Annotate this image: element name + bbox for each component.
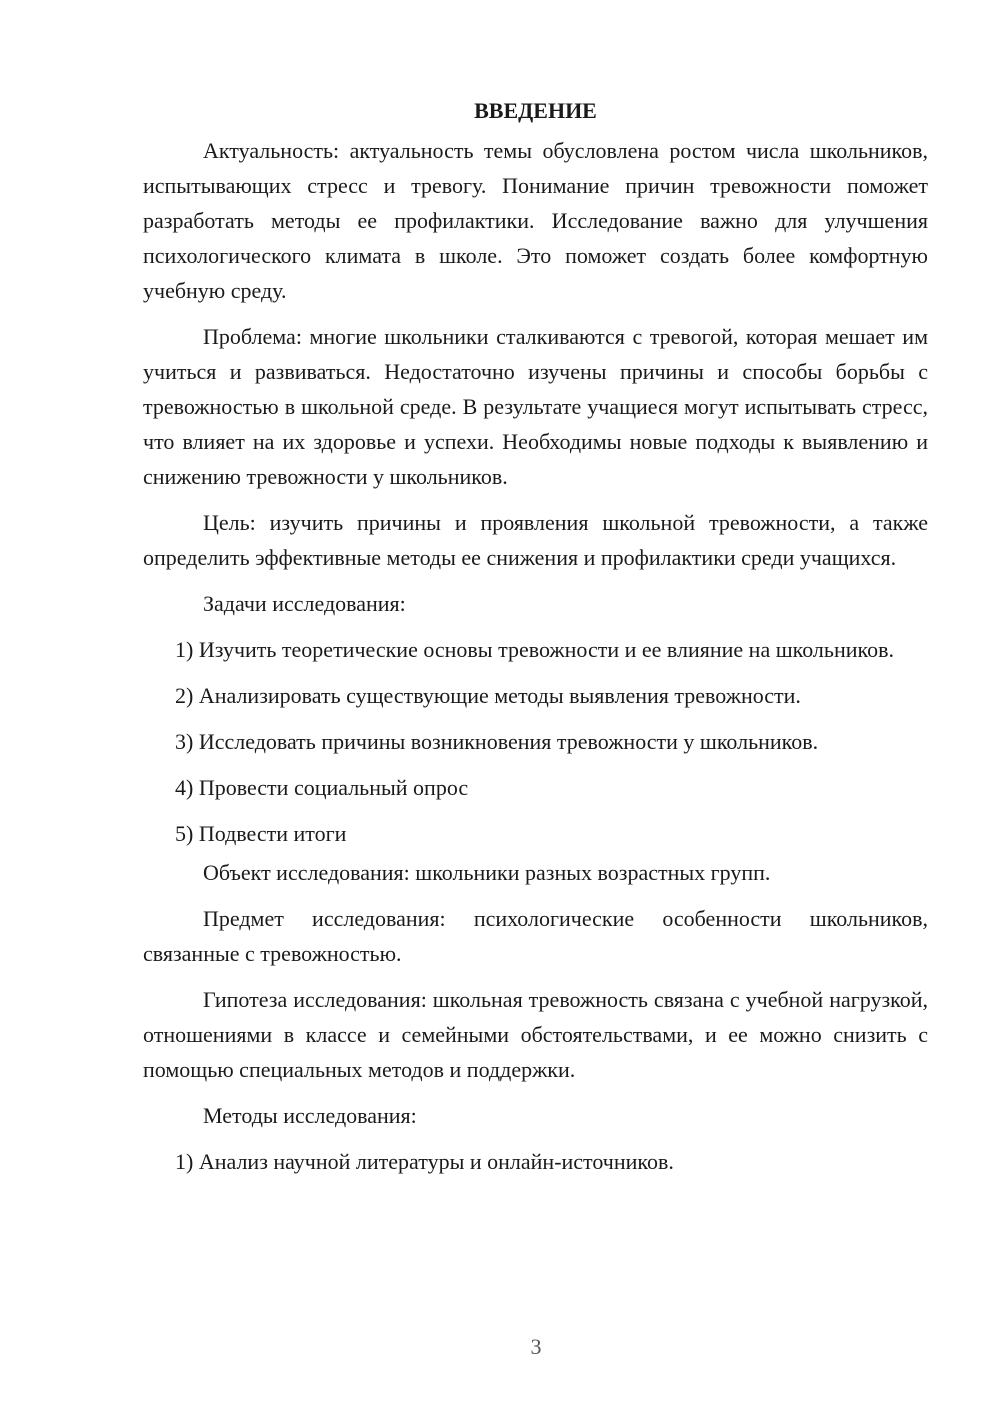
relevance-paragraph: Актуальность: актуальность темы обусловлена ростом числа школьников, испытывающих стресс и тревогу. Понимание причин тревожности поможет разработать методы ее профилактики. Исследование важно для улучшения психологического климата в школе. Это поможет создать более комфортную учебную среду. [143, 138, 928, 303]
method-item: 1) Анализ научной литературы и онлайн-источников. [175, 1149, 674, 1174]
hypothesis-paragraph: Гипотеза исследования: школьная тревожность связана с учебной нагрузкой, отношениями в классе и семейными обстоятельствами, и ее можно снизить с помощью специальных методов и поддержки. [143, 987, 928, 1082]
object-paragraph: Объект исследования: школьники разных возрастных групп. [203, 860, 771, 885]
task-item: 5) Подвести итоги [175, 821, 347, 846]
task-item: 3) Исследовать причины возникновения тревожности у школьников. [175, 729, 819, 754]
problem-paragraph: Проблема: многие школьники сталкиваются с тревогой, которая мешает им учиться и развиваться. Недостаточно изучены причины и способы борьбы с тревожностью в школьной среде. В результате учащиеся могут испытывать стресс, что влияет на их здоровье и успехи. Необходимы новые подходы к выявлению и снижению тревожности у школьников. [143, 324, 928, 489]
subject-paragraph: Предмет исследования: психологические особенности школьников, связанные с тревожностью. [143, 906, 928, 966]
tasks-heading: Задачи исследования: [203, 591, 406, 616]
task-item: 1) Изучить теоретические основы тревожности и ее влияние на школьников. [175, 637, 894, 662]
document-page [143, 96, 928, 1190]
goal-paragraph: Цель: изучить причины и проявления школьной тревожности, а также определить эффективные методы ее снижения и профилактики среди учащихся. [143, 510, 928, 570]
task-item: 4) Провести социальный опрос [175, 775, 469, 800]
section-title: ВВЕДЕНИЕ [474, 98, 597, 123]
methods-heading: Методы исследования: [203, 1103, 417, 1128]
task-item: 2) Анализировать существующие методы выявления тревожности. [175, 683, 801, 708]
page-number: 3 [530, 1334, 542, 1359]
